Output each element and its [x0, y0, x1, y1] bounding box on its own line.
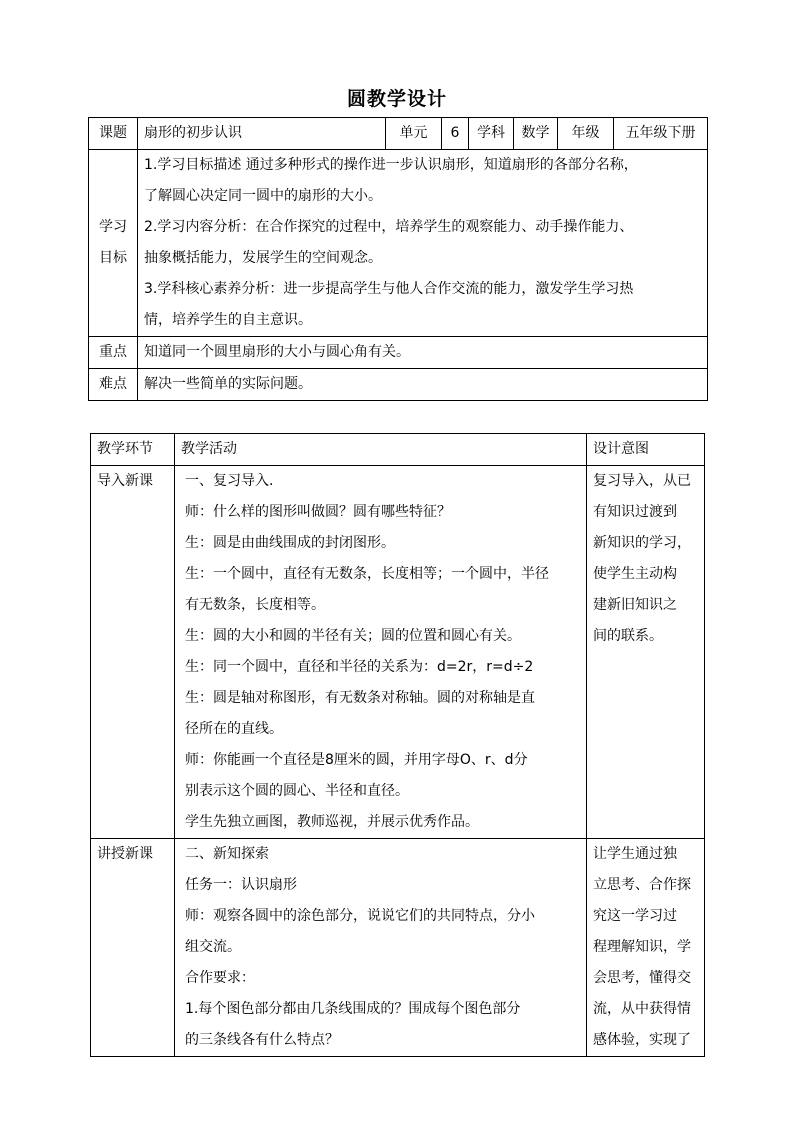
- goals-content: [138, 150, 708, 337]
- intent-cell: [587, 839, 705, 1057]
- teaching-process-table: [90, 433, 705, 1057]
- intent-line: 立思考、合作探: [593, 877, 691, 893]
- intent-line: 感体验，实现了: [593, 1032, 691, 1048]
- intent-line: 会思考，懂得交: [593, 970, 691, 986]
- intent-line: 建新旧知识之: [593, 597, 677, 613]
- intent-line: 让学生通过独: [593, 846, 677, 862]
- activity-line: 任务一：认识扇形: [185, 877, 297, 893]
- grade-value: 五年级下册: [614, 118, 708, 150]
- header-intent: 设计意图: [587, 434, 705, 466]
- intent-line: 流，从中获得情: [593, 1001, 691, 1017]
- activity-line: 生：圆是由曲线围成的封闭图形。: [185, 535, 395, 551]
- activity-line: 有无数条，长度相等。: [185, 597, 325, 613]
- goals-label-line1: 学习: [99, 219, 127, 235]
- activity-line: 别表示这个圆的圆心、半径和直径。: [185, 783, 409, 799]
- process-row-new-lesson: [91, 839, 705, 1057]
- activity-cell: [175, 839, 587, 1057]
- intent-line: 程理解知识，学: [593, 939, 691, 955]
- difficulty-row: [89, 369, 708, 401]
- activity-line: 径所在的直线。: [185, 721, 283, 737]
- intent-cell: [587, 466, 705, 839]
- subject-value: 数学: [514, 118, 558, 150]
- intent-line: 使学生主动构: [593, 566, 677, 582]
- intent-line: 间的联系。: [593, 628, 663, 644]
- activity-line: 合作要求：: [185, 970, 255, 986]
- goals-label-line2: 目标: [99, 250, 127, 266]
- intent-line: 新知识的学习，: [593, 535, 691, 551]
- key-point-value: 知道同一个圆里扇形的大小与圆心角有关。: [138, 337, 708, 369]
- key-point-label: 重点: [89, 337, 138, 369]
- stage-cell: 讲授新课: [91, 839, 175, 1057]
- intent-line: 究这一学习过: [593, 908, 677, 924]
- activity-line: 生：圆是轴对称图形，有无数条对称轴。圆的对称轴是直: [185, 690, 535, 706]
- goals-line: 了解圆心决定同一圆中的扇形的大小。: [144, 188, 382, 204]
- header-stage: 教学环节: [91, 434, 175, 466]
- activity-line: 一、复习导入.: [185, 473, 274, 489]
- stage-cell: 导入新课: [91, 466, 175, 839]
- process-header-row: [91, 434, 705, 466]
- subject-label: 学科: [469, 118, 514, 150]
- goals-line: 抽象概括能力，发展学生的空间观念。: [144, 250, 382, 266]
- intent-line: 有知识过渡到: [593, 504, 677, 520]
- unit-value: 6: [442, 118, 469, 150]
- topic-label: 课题: [89, 118, 138, 150]
- grade-label: 年级: [558, 118, 614, 150]
- activity-line: 生：一个圆中，直径有无数条，长度相等；一个圆中，半径: [185, 566, 549, 582]
- goals-line: 情，培养学生的自主意识。: [144, 312, 312, 328]
- difficulty-value: 解决一些简单的实际问题。: [138, 369, 708, 401]
- goals-row: [89, 150, 708, 337]
- activity-line: 生：同一个圆中，直径和半径的关系为：d=2r，r=d÷2: [185, 659, 534, 675]
- unit-label: 单元: [386, 118, 442, 150]
- topic-value: 扇形的初步认识: [138, 118, 386, 150]
- key-point-row: [89, 337, 708, 369]
- topic-row: [89, 118, 708, 150]
- activity-line: 1.每个图色部分都由几条线围成的？围成每个图色部分: [185, 1001, 521, 1017]
- activity-line: 师：什么样的图形叫做圆？圆有哪些特征？: [185, 504, 451, 520]
- process-row-intro: [91, 466, 705, 839]
- header-activity: 教学活动: [175, 434, 587, 466]
- goals-line: 1.学习目标描述 通过多种形式的操作进一步认识扇形，知道扇形的各部分名称，: [144, 157, 638, 173]
- goals-line: 2.学习内容分析：在合作探究的过程中，培养学生的观察能力、动手操作能力、: [144, 219, 634, 235]
- activity-line: 组交流。: [185, 939, 241, 955]
- activity-line: 的三条线各有什么特点？: [185, 1032, 339, 1048]
- activity-cell: [175, 466, 587, 839]
- intent-line: 复习导入，从已: [593, 473, 691, 489]
- document-title: 圆教学设计: [346, 88, 447, 110]
- activity-line: 师：你能画一个直径是8厘米的圆，并用字母O、r、d分: [185, 752, 528, 768]
- difficulty-label: 难点: [89, 369, 138, 401]
- activity-line: 师：观察各圆中的涂色部分，说说它们的共同特点，分小: [185, 908, 535, 924]
- goals-label: [89, 150, 138, 337]
- lesson-info-table: [88, 117, 708, 401]
- activity-line: 二、新知探索: [185, 846, 269, 862]
- activity-line: 生：圆的大小和圆的半径有关；圆的位置和圆心有关。: [185, 628, 521, 644]
- activity-line: 学生先独立画图，教师巡视，并展示优秀作品。: [185, 814, 479, 830]
- goals-line: 3.学科核心素养分析：进一步提高学生与他人合作交流的能力，激发学生学习热: [144, 281, 634, 297]
